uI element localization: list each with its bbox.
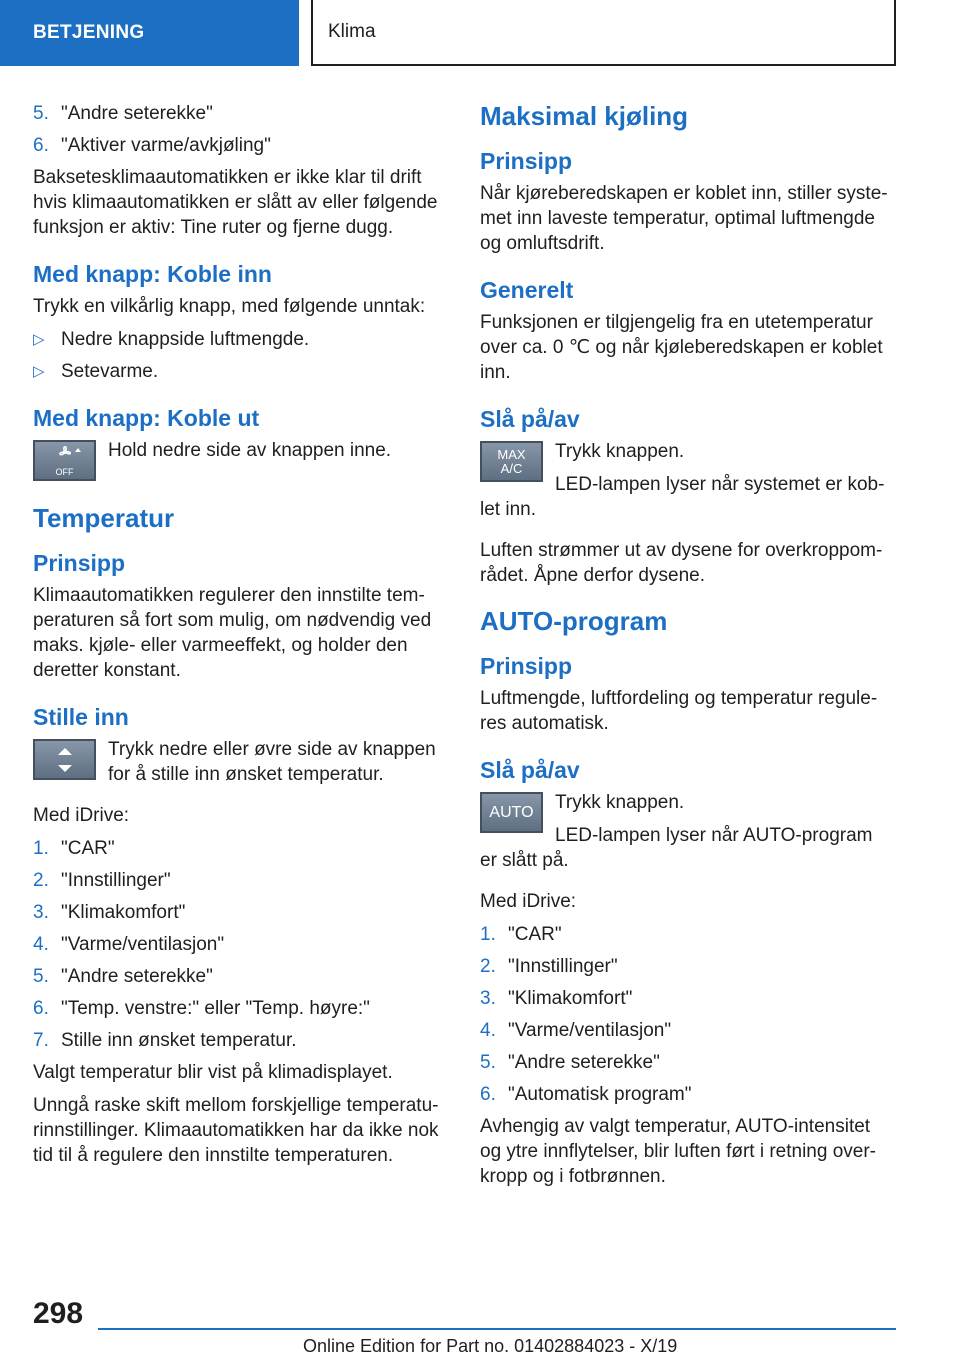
trykk-paragraph: Trykk knappen.	[555, 441, 685, 462]
left-column	[33, 101, 445, 1176]
list-number: 4.	[33, 934, 49, 955]
vist-paragraph: Valgt temperatur blir vist på klimadisplayet.	[33, 1062, 393, 1083]
list-text: "Andre seterekke"	[61, 966, 213, 987]
list-text: Stille inn ønsket temperatur.	[61, 1030, 297, 1051]
led-max-paragraph: LED-lampen lyser når systemet er koblet inn.	[480, 474, 885, 520]
heading-sla-pa-av: Slå på/av	[480, 406, 580, 432]
heading-auto-program: AUTO-program	[480, 606, 668, 636]
heading-koble-inn: Med knapp: Koble inn	[33, 261, 272, 287]
fan-icon	[45, 444, 85, 468]
list-item	[33, 964, 445, 989]
heading-stille-inn: Stille inn	[33, 704, 129, 730]
heading-koble-ut: Med knapp: Koble ut	[33, 405, 260, 431]
chapter-title: Klima	[328, 21, 376, 42]
list-text: "Temp. venstre:" eller "Temp. høyre:"	[61, 998, 370, 1019]
triangle-bullet-icon: ▷	[33, 363, 45, 380]
auto-label: AUTO	[489, 804, 534, 821]
list-item	[33, 359, 445, 384]
led-auto-paragraph: LED-lampen lyser når AUTO-program er slått på.	[480, 825, 873, 871]
prinsipp2-paragraph: Luftmengde, luftfordeling og temperatur reguleres automatisk.	[480, 688, 878, 734]
left-top-list	[33, 101, 445, 158]
list-item	[33, 868, 445, 893]
list-number: 5.	[33, 966, 49, 987]
list-item	[33, 996, 445, 1021]
page-number: 298	[33, 1297, 84, 1330]
list-number: 6.	[480, 1084, 496, 1105]
list-number: 6.	[33, 998, 49, 1019]
koble-inn-paragraph: Trykk en vilkårlig knapp, med følgende unntak:	[33, 296, 426, 317]
list-number: 7.	[33, 1030, 49, 1051]
chapter-tab	[311, 0, 896, 66]
list-item	[33, 1028, 445, 1053]
list-text: "Varme/ventilasjon"	[61, 934, 225, 955]
list-item	[480, 1082, 892, 1107]
heading-maksimal-kjoling: Maksimal kjøling	[480, 101, 689, 131]
list-item	[480, 922, 892, 947]
stille-inn-paragraph: Trykk nedre eller øvre side av knappen for å stille inn ønsket temperatur.	[108, 739, 436, 785]
list-text: "Innstillinger"	[508, 956, 618, 977]
list-number: 1.	[33, 838, 49, 859]
heading-prinsipp: Prinsipp	[33, 550, 126, 576]
idrive-label: Med iDrive:	[33, 805, 130, 826]
heading-temperatur: Temperatur	[33, 503, 175, 533]
off-label: OFF	[55, 467, 74, 477]
section-title: BETJENING	[33, 22, 145, 43]
list-number: 5.	[480, 1052, 496, 1073]
list-item	[33, 327, 445, 352]
list-item	[480, 954, 892, 979]
avhengig-paragraph: Avhengig av valgt temperatur, AUTO-intensitet og ytre innflytelser, blir luften ført i retning overkropp og i fotbrønnen.	[480, 1116, 876, 1187]
temp-up-down-button-icon	[33, 739, 96, 780]
list-item	[33, 836, 445, 861]
section-tab[interactable]	[0, 0, 299, 66]
list-number: 2.	[33, 870, 49, 891]
idrive-steps-list	[33, 836, 445, 1053]
right-column	[480, 101, 892, 1197]
list-text: "Automatisk program"	[508, 1084, 692, 1105]
intro-paragraph: Baksetesklimaautomatikken er ikke klar til drift hvis klimaautomatikken er slått av eller følgende funksjon er aktiv: Tine ruter og fjerne dugg.	[33, 167, 438, 238]
list-text: "Varme/ventilasjon"	[508, 1020, 672, 1041]
list-text: "Andre seterekke"	[61, 103, 213, 124]
heading-generelt: Generelt	[480, 277, 574, 303]
prinsipp-paragraph: Når kjøreberedskapen er koblet inn, stiller systemet inn laveste temperatur, optimal luftmengde og omluftsdrift.	[480, 183, 888, 254]
idrive-label: Med iDrive:	[480, 891, 577, 912]
list-text: "CAR"	[508, 924, 562, 945]
triangle-bullet-icon: ▷	[33, 331, 45, 348]
list-item	[33, 101, 445, 126]
heading-prinsipp: Prinsipp	[480, 148, 573, 174]
list-number: 5.	[33, 103, 49, 124]
temp-button-row	[33, 737, 445, 795]
heading-sla-pa-av-2: Slå på/av	[480, 757, 580, 783]
list-number: 2.	[480, 956, 496, 977]
list-number: 1.	[480, 924, 496, 945]
koble-ut-paragraph: Hold nedre side av knappen inne.	[108, 440, 392, 461]
list-number: 3.	[33, 902, 49, 923]
list-number: 6.	[33, 135, 49, 156]
trykk2-paragraph: Trykk knappen.	[555, 792, 685, 813]
heading-prinsipp: Prinsipp	[480, 653, 573, 679]
list-text: "Andre seterekke"	[508, 1052, 660, 1073]
max-ac-button-icon	[480, 441, 543, 482]
list-text: "CAR"	[61, 838, 115, 859]
list-item	[480, 986, 892, 1011]
list-text: "Aktiver varme/avkjøling"	[61, 135, 271, 156]
prinsipp-paragraph: Klimaautomatikken regulerer den innstilte temperaturen så fort som mulig, om nødvendig ved maks. kjøle- eller varmeeffekt, og holder den deretter konstant.	[33, 585, 432, 681]
auto-button-icon	[480, 792, 543, 833]
list-item	[33, 133, 445, 158]
fan-off-row	[33, 438, 445, 485]
list-number: 4.	[480, 1020, 496, 1041]
footer-divider	[98, 1328, 896, 1330]
unnga-paragraph: Unngå raske skift mellom forskjellige temperaturinnstillinger. Klimaautomatikken har da ikke nok tid til å regulere den innstilte temperaturen.	[33, 1095, 439, 1166]
luften-paragraph: Luften strømmer ut av dysene for overkroppområdet. Åpne derfor dysene.	[480, 540, 883, 586]
auto-row	[480, 790, 892, 881]
generelt-paragraph: Funksjonen er tilgjengelig fra en utetemperatur over ca. 0 ℃ og når kjøleberedskapen er koblet inn.	[480, 312, 883, 383]
list-item	[33, 900, 445, 925]
max-label: MAX	[497, 446, 526, 462]
up-down-arrows-icon	[53, 745, 77, 775]
ac-label: A/C	[500, 460, 523, 476]
edition-footer: Online Edition for Part no. 01402884023 - X/19	[303, 1336, 678, 1356]
list-item	[480, 1050, 892, 1075]
fan-off-button-icon	[33, 440, 96, 481]
max-ac-row	[480, 439, 892, 530]
list-number: 3.	[480, 988, 496, 1009]
list-text: "Klimakomfort"	[61, 902, 186, 923]
list-text: "Innstillinger"	[61, 870, 171, 891]
list-text: "Klimakomfort"	[508, 988, 633, 1009]
list-item	[480, 1018, 892, 1043]
idrive-steps-list	[480, 922, 892, 1107]
list-item	[33, 932, 445, 957]
list-text: Nedre knappside luftmengde.	[61, 329, 310, 350]
exceptions-list	[33, 327, 445, 384]
list-text: Setevarme.	[61, 361, 159, 382]
